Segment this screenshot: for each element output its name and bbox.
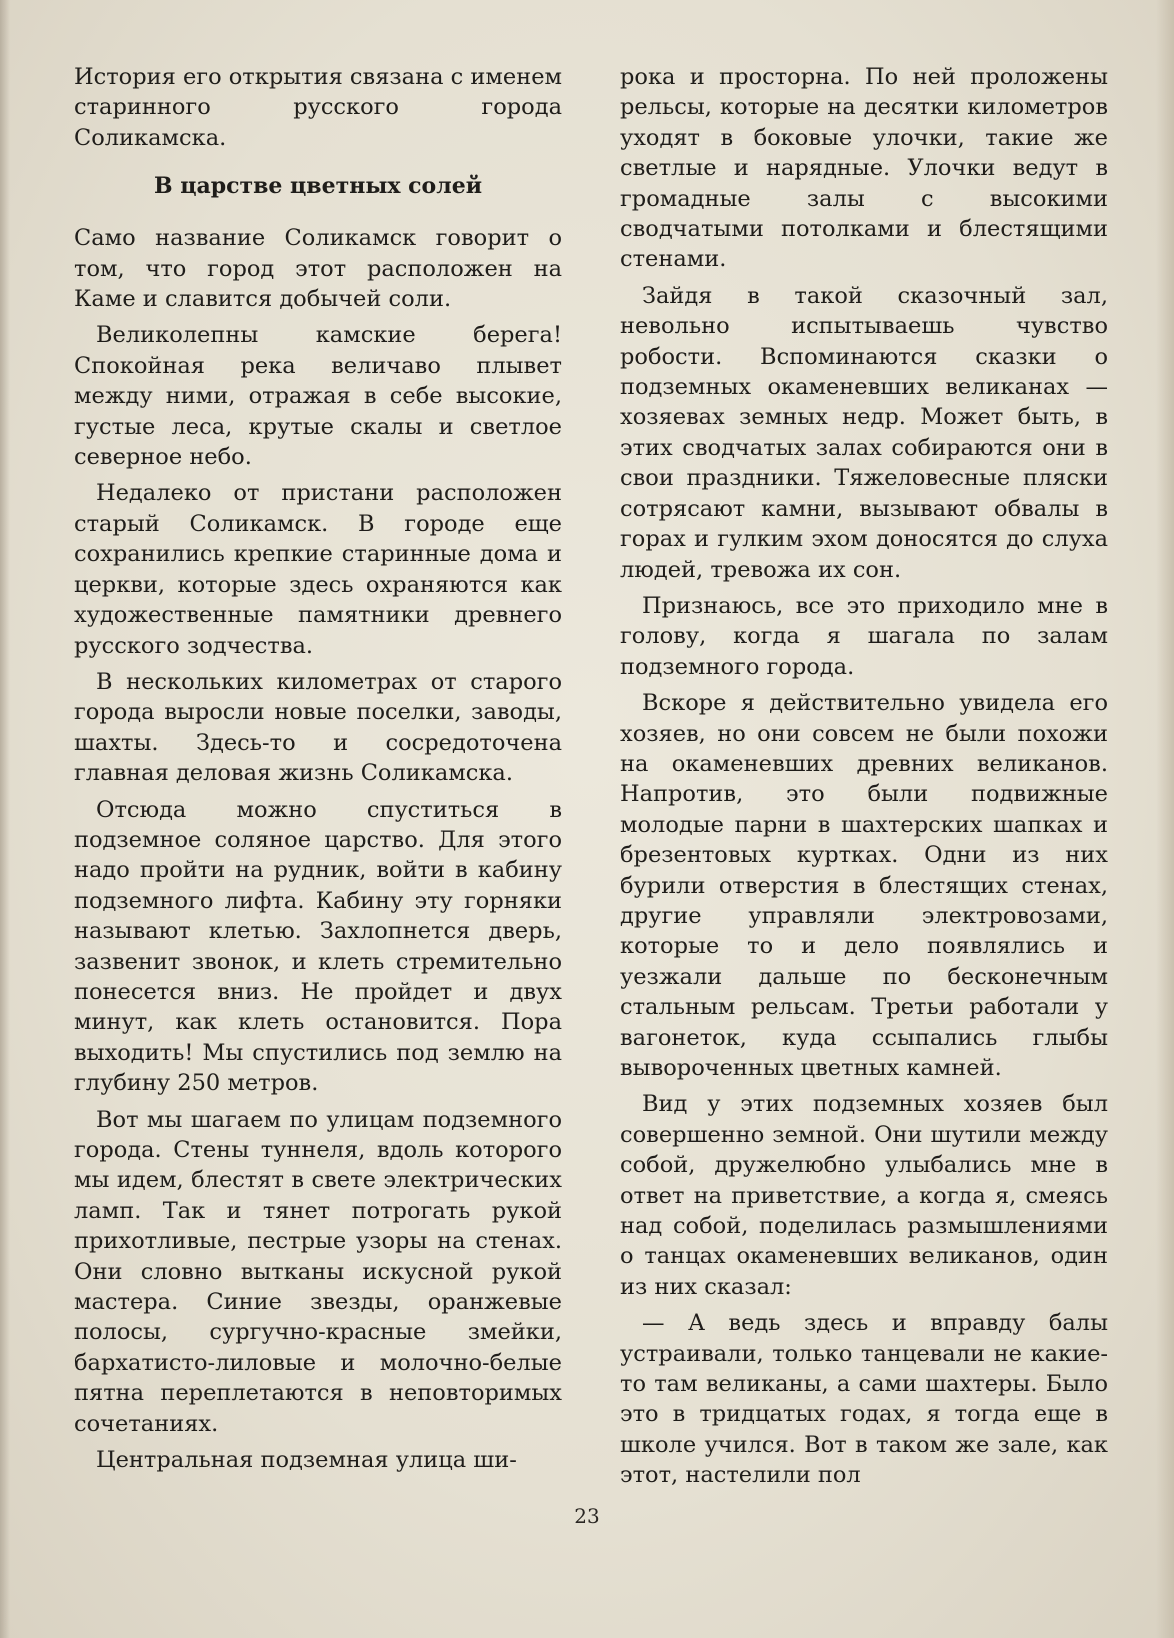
paragraph: Вот мы шагаем по улицам подземного города. Стены туннеля, вдоль которого мы идем, блестят в свете электрических ламп. Так и тянет потрогать рукой прихотливые, пестрые узоры на стенах. Они словно вытканы искусной рукой мастера. Синие звезды, оранжевые полосы, сургучно-красные змейки, бархатисто-лиловые и молочно-белые пятна переплетаются в неповторимых сочетаниях. (74, 1106, 562, 1437)
paragraph: Вид у этих подземных хозяев был совершенно земной. Они шутили между собой, дружелюбно улыбались мне в ответ на приветствие, а когда я, смеясь над собой, поделилась размышлениями о танцах окаменевших великанов, один из них сказал: (620, 1091, 1108, 1300)
paragraph: Признаюсь, все это приходило мне в голову, когда я шагала по залам подземного города. (620, 592, 1108, 680)
intro-paragraph: История его открытия связана с именем старинного русского города Соликамска. (74, 64, 563, 151)
paragraph: В нескольких километрах от старого города выросли новые поселки, заводы, шахты. Здесь-то и сосредоточена главная деловая жизнь Соликамска. (74, 668, 562, 787)
paragraph: Центральная подземная улица ши- (96, 1447, 517, 1474)
paragraph: Недалеко от пристани расположен старый Соликамск. В городе еще сохранились крепкие старинные дома и церкви, которые здесь охраняются как художественные памятники древнего русского зодчества. (74, 480, 562, 659)
right-text-column (620, 62, 1108, 1497)
left-text-column (74, 62, 562, 1481)
paragraph: Великолепны камские берега! Спокойная река величаво плывет между ними, отражая в себе высокие, густые леса, крутые скалы и светлое северное небо. (74, 322, 562, 471)
paragraph: Зайдя в такой сказочный зал, невольно испытываешь чувство робости. Вспоминаются сказки о подземных окаменевших великанах — хозяевах земных недр. Может быть, в этих сводчатых залах собираются они в свои праздники. Тяжеловесные пляски сотрясают камни, вызывают обвалы в горах и гулким эхом доносятся до слуха людей, тревожа их сон. (620, 282, 1108, 583)
page-edge-shadow-left (0, 0, 10, 1638)
page-edge-shadow-right (1156, 0, 1174, 1638)
page-number: 23 (574, 1504, 600, 1528)
paragraph: рока и просторна. По ней проложены рельсы, которые на десятки километров уходят в боковые улочки, такие же светлые и нарядные. Улочки ведут в громадные залы с высокими сводчатыми потолками и блестящими стенами. (620, 64, 1108, 273)
section-heading: В царстве цветных солей (153, 173, 483, 200)
paragraph: Вскоре я действительно увидела его хозяев, но они совсем не были похожи на окаменевших древних великанов. Напротив, это были подвижные молодые парни в шахтерских шапках и брезентовых куртках. Одни из них бурили отверстия в блестящих стенах, другие управляли электровозами, которые то и дело появлялись и уезжали дальше по бесконечным стальным рельсам. Третьи работали у вагонеток, куда ссыпались глыбы вывороченных цветных камней. (620, 690, 1108, 1081)
paragraph: — А ведь здесь и вправду балы устраивали, только танцевали не какие-то там великаны, а сами шахтеры. Было это в тридцатых годах, я тогда еще в школе учился. Вот в таком же зале, как этот, настелили пол (620, 1310, 1108, 1489)
paragraph: Отсюда можно спуститься в подземное соляное царство. Для этого надо пройти на рудник, войти в кабину подземного лифта. Кабину эту горняки называют клетью. Захлопнется дверь, зазвенит звонок, и клеть стремительно понесется вниз. Не пройдет и двух минут, как клеть остановится. Пора выходить! Мы спустились под землю на глубину 250 метров. (74, 796, 562, 1097)
paragraph: Само название Соликамск говорит о том, что город этот расположен на Каме и славится добычей соли. (74, 225, 562, 313)
